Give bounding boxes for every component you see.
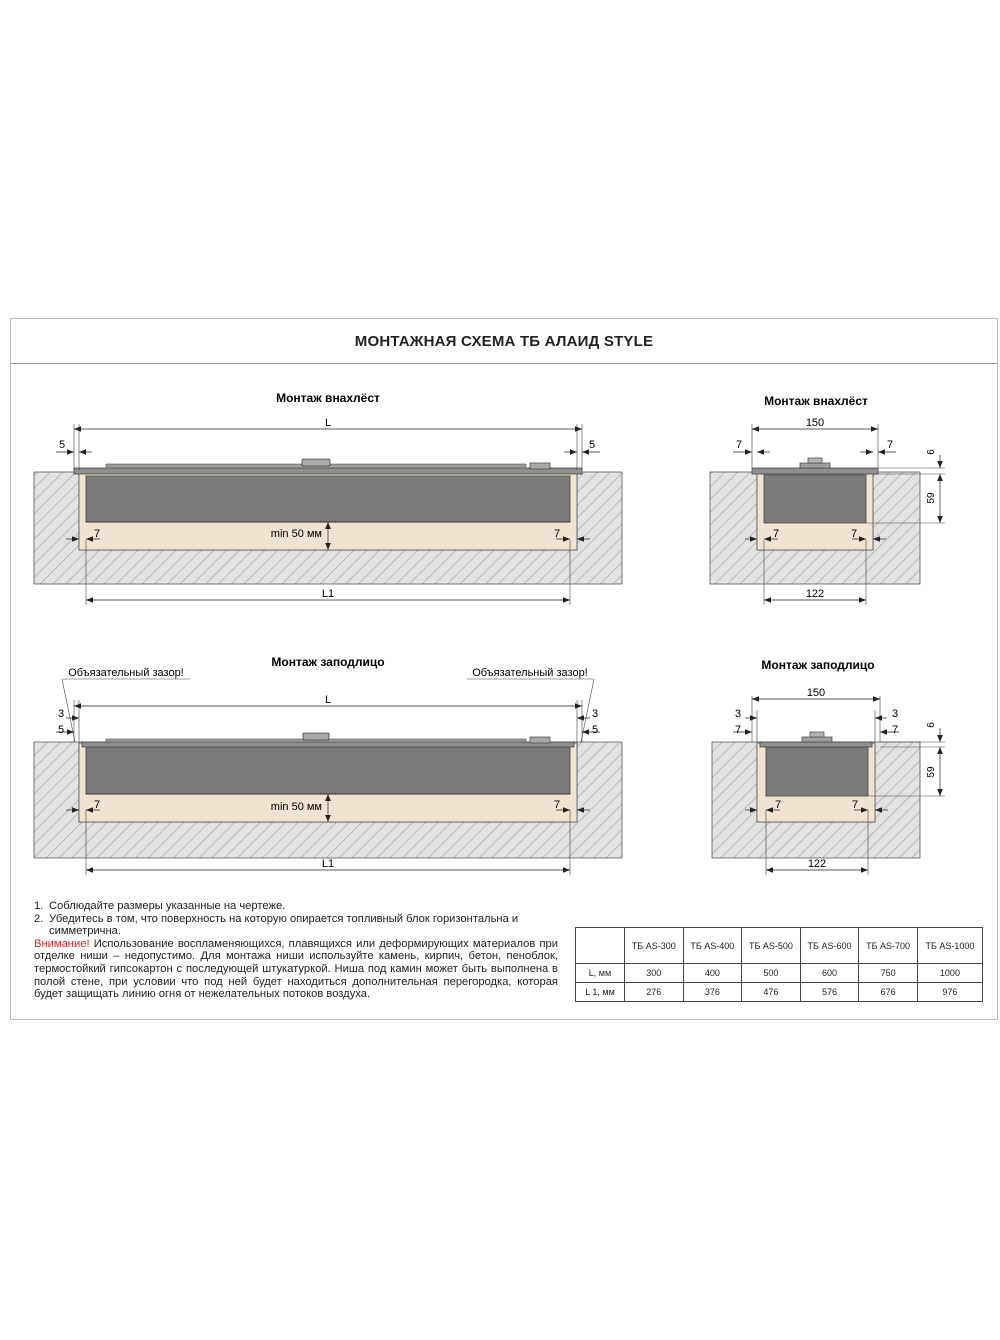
dim-right-5: 5 xyxy=(588,439,596,451)
table-cell: 750 xyxy=(859,964,918,983)
flush-dim-inner-left-7: 7 xyxy=(93,799,101,811)
flush-side-burner-top xyxy=(760,742,872,747)
flush-dim-right-5: 5 xyxy=(591,724,599,736)
table-row xyxy=(576,983,983,1002)
gap-note-right: Объязательный зазор! xyxy=(472,667,588,679)
dim-L1: L1 xyxy=(321,588,335,600)
overlap-side-title: Монтаж внахлёст xyxy=(764,394,868,408)
side-burner-body xyxy=(764,475,866,523)
note-text: Убедитесь в том, что поверхность на которую опирается топливный блок горизонтальна и симметрична. xyxy=(49,912,519,938)
dim-left-5: 5 xyxy=(58,439,66,451)
flush-dim-inner-right-7: 7 xyxy=(553,799,561,811)
table-cell: 576 xyxy=(800,983,859,1002)
side-dim-top-6: 6 xyxy=(926,449,937,455)
table-cell: 276 xyxy=(625,983,684,1002)
flush-side-burner-body xyxy=(766,747,868,796)
table-header-cell: ТБ AS-500 xyxy=(742,928,801,964)
table-cell: 500 xyxy=(742,964,801,983)
table-row xyxy=(576,964,983,983)
table-row-label: L, мм xyxy=(576,964,625,983)
side-dim-right-7: 7 xyxy=(886,439,894,451)
flush-side-dim-inner-left-7: 7 xyxy=(774,799,782,811)
table-header-cell xyxy=(576,928,625,964)
table-cell: 300 xyxy=(625,964,684,983)
table-cell: 976 xyxy=(917,983,982,1002)
flush-front-title: Монтаж заподлицо xyxy=(271,655,385,669)
table-header-cell: ТБ AS-1000 xyxy=(917,928,982,964)
table-cell: 376 xyxy=(683,983,742,1002)
flush-dim-L1: L1 xyxy=(321,858,335,870)
flush-side-burner-nozzle xyxy=(802,737,832,742)
flush-side-title: Монтаж заподлицо xyxy=(761,658,875,672)
flush-side-burner-cap xyxy=(810,732,824,737)
flush-side-dim-150: 150 xyxy=(806,687,826,699)
table-row-label: L 1, мм xyxy=(576,983,625,1002)
flush-side-dim-top-6: 6 xyxy=(926,722,937,728)
side-dim-122: 122 xyxy=(805,588,825,600)
side-dim-depth-59: 59 xyxy=(926,492,937,504)
note-item xyxy=(34,913,558,938)
overlap-front-title: Монтаж внахлёст xyxy=(276,391,380,405)
flush-side-view xyxy=(712,658,945,875)
overlap-front-view xyxy=(34,391,622,605)
table-cell: 476 xyxy=(742,983,801,1002)
warning-paragraph xyxy=(34,938,558,1001)
flush-control-knob xyxy=(303,733,329,740)
flush-regulator-handle xyxy=(530,737,550,743)
table-cell: 1000 xyxy=(917,964,982,983)
side-dim-inner-right-7: 7 xyxy=(850,528,858,540)
dim-inner-left-7: 7 xyxy=(93,528,101,540)
dim-inner-right-7: 7 xyxy=(553,528,561,540)
table-cell: 676 xyxy=(859,983,918,1002)
note-number: 2. xyxy=(34,912,44,925)
model-dimensions-table xyxy=(575,927,983,1002)
flush-side-dim-gap-right-3: 3 xyxy=(891,708,899,720)
warning-label: Внимание! xyxy=(34,937,90,950)
page-title: МОНТАЖНАЯ СХЕМА ТБ АЛАИД STYLE xyxy=(354,332,654,350)
side-dim-150: 150 xyxy=(805,417,825,429)
side-dim-left-7: 7 xyxy=(735,439,743,451)
note-item xyxy=(34,900,558,913)
dim-min-50: min 50 мм xyxy=(270,528,322,540)
table-header-cell: ТБ AS-700 xyxy=(859,928,918,964)
flush-side-dim-depth-59: 59 xyxy=(926,766,937,778)
table-cell: 600 xyxy=(800,964,859,983)
flush-dim-L: L xyxy=(324,694,332,706)
side-burner-nozzle xyxy=(800,463,830,468)
flush-burner-top-plate xyxy=(82,742,574,747)
note-number: 1. xyxy=(34,900,44,912)
side-burner-top xyxy=(752,468,878,474)
flush-dim-left-5: 5 xyxy=(57,724,65,736)
flush-side-dim-left-7: 7 xyxy=(734,724,742,736)
gap-note-left: Объязательный зазор! xyxy=(68,667,184,679)
flush-side-dim-right-7: 7 xyxy=(891,724,899,736)
flush-side-dim-122: 122 xyxy=(807,858,827,870)
regulator-handle xyxy=(530,463,550,469)
note-text: Соблюдайте размеры указанные на чертеже. xyxy=(49,900,286,912)
side-burner-cap xyxy=(808,458,822,463)
side-dim-inner-left-7: 7 xyxy=(772,528,780,540)
installation-notes xyxy=(34,900,558,1001)
flush-dim-gap-right-3: 3 xyxy=(591,708,599,720)
flush-dim-gap-left-3: 3 xyxy=(57,708,65,720)
flush-burner-body xyxy=(86,746,570,794)
flush-side-dim-gap-left-3: 3 xyxy=(734,708,742,720)
dim-L: L xyxy=(324,417,332,429)
burner-body xyxy=(86,476,570,522)
table-header-cell: ТБ AS-400 xyxy=(683,928,742,964)
flush-dim-min-50: min 50 мм xyxy=(270,801,322,813)
table-header-row xyxy=(576,928,983,964)
table-cell: 400 xyxy=(683,964,742,983)
burner-top-plate xyxy=(74,468,582,474)
table-header-cell: ТБ AS-600 xyxy=(800,928,859,964)
control-knob xyxy=(302,459,330,466)
table-header-cell: ТБ AS-300 xyxy=(625,928,684,964)
warning-text: Использование воспламеняющихся, плавящихся или деформирующих материалов при отделке ниши – недопустимо. Для монтажа ниши используйте камень, кирпич, бетон, пеноблок, термостойкий гипсокартон с последующей штукатуркой. Ниша под камин может быть выполнена в полой стене, при условии что под ней будет находиться дополнительная перегородка, которая будет защищать линию огня от нежелательных потоков воздуха. xyxy=(34,937,558,1001)
flush-front-view xyxy=(34,655,622,875)
flush-side-dim-inner-right-7: 7 xyxy=(851,799,859,811)
overlap-side-view xyxy=(710,394,945,605)
